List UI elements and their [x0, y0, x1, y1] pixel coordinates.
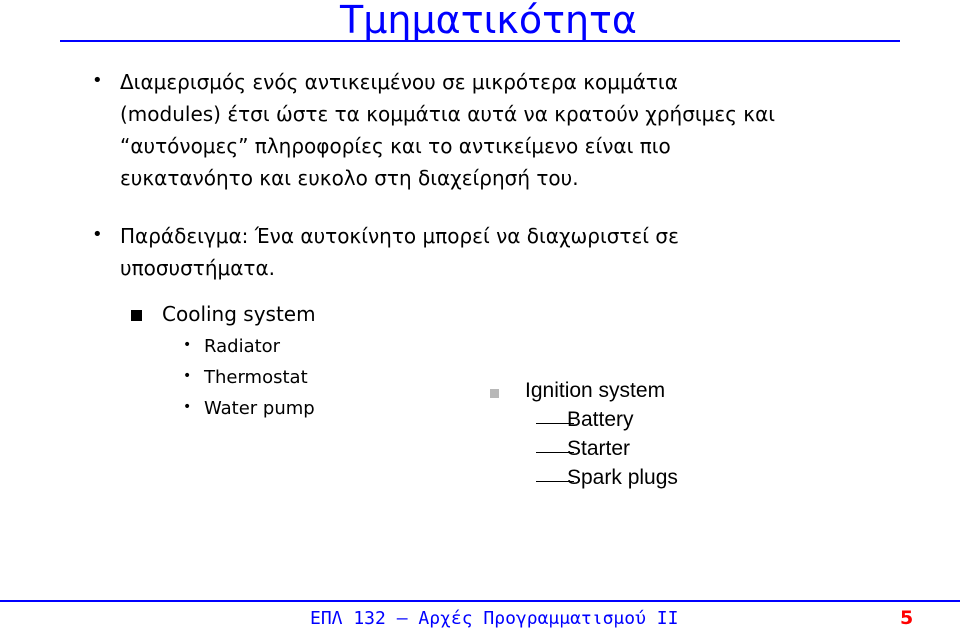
square-bullet-icon [131, 310, 142, 321]
slide-title: Τμηματικότητα [340, 0, 637, 42]
title-rule [60, 40, 900, 42]
bullet-1-line: (modules) έτσι ώστε τα κομμάτια αυτά να κρατούν χρήσιμες και [120, 102, 776, 126]
bullet-2-text [120, 220, 679, 284]
bullet-1-line: Διαμερισμός ενός αντικειμένου σε μικρότερα κομμάτια [120, 70, 678, 94]
ignition-item: Spark plugs [567, 466, 678, 489]
ignition-item: Battery [567, 408, 634, 431]
small-bullet-icon: • [183, 337, 192, 353]
cooling-item: Thermostat [204, 367, 308, 388]
bullet-1-text [120, 66, 775, 194]
bullet-1-line: “αυτόνομες” πληροφορίες και το αντικείμενο είναι πιο [120, 134, 671, 158]
ignition-item: Starter [567, 437, 631, 460]
small-bullet-icon: • [183, 368, 192, 384]
cooling-item: Radiator [204, 336, 281, 357]
cooling-item: Water pump [204, 398, 315, 419]
bullet-dot: • [92, 224, 103, 245]
page-number: 5 [900, 607, 914, 629]
square-bullet-icon [490, 389, 499, 398]
bullet-2-line: Παράδειγμα: Ένα αυτοκίνητο μπορεί να διαχωριστεί σε [120, 224, 679, 248]
bullet-dot: • [92, 70, 103, 91]
small-bullet-icon: • [183, 399, 192, 415]
bullet-1-line: ευκατανόητο και ευκολο στη διαχείρησή του. [120, 166, 579, 190]
ignition-system-label: Ignition system [525, 379, 666, 402]
footer-rule [0, 600, 960, 602]
bullet-2-line: υποσυστήματα. [120, 256, 275, 280]
cooling-system-label: Cooling system [162, 302, 316, 326]
footer-course: ΕΠΛ 132 – Αρχές Προγραμματισμού ΙΙ [310, 608, 679, 629]
